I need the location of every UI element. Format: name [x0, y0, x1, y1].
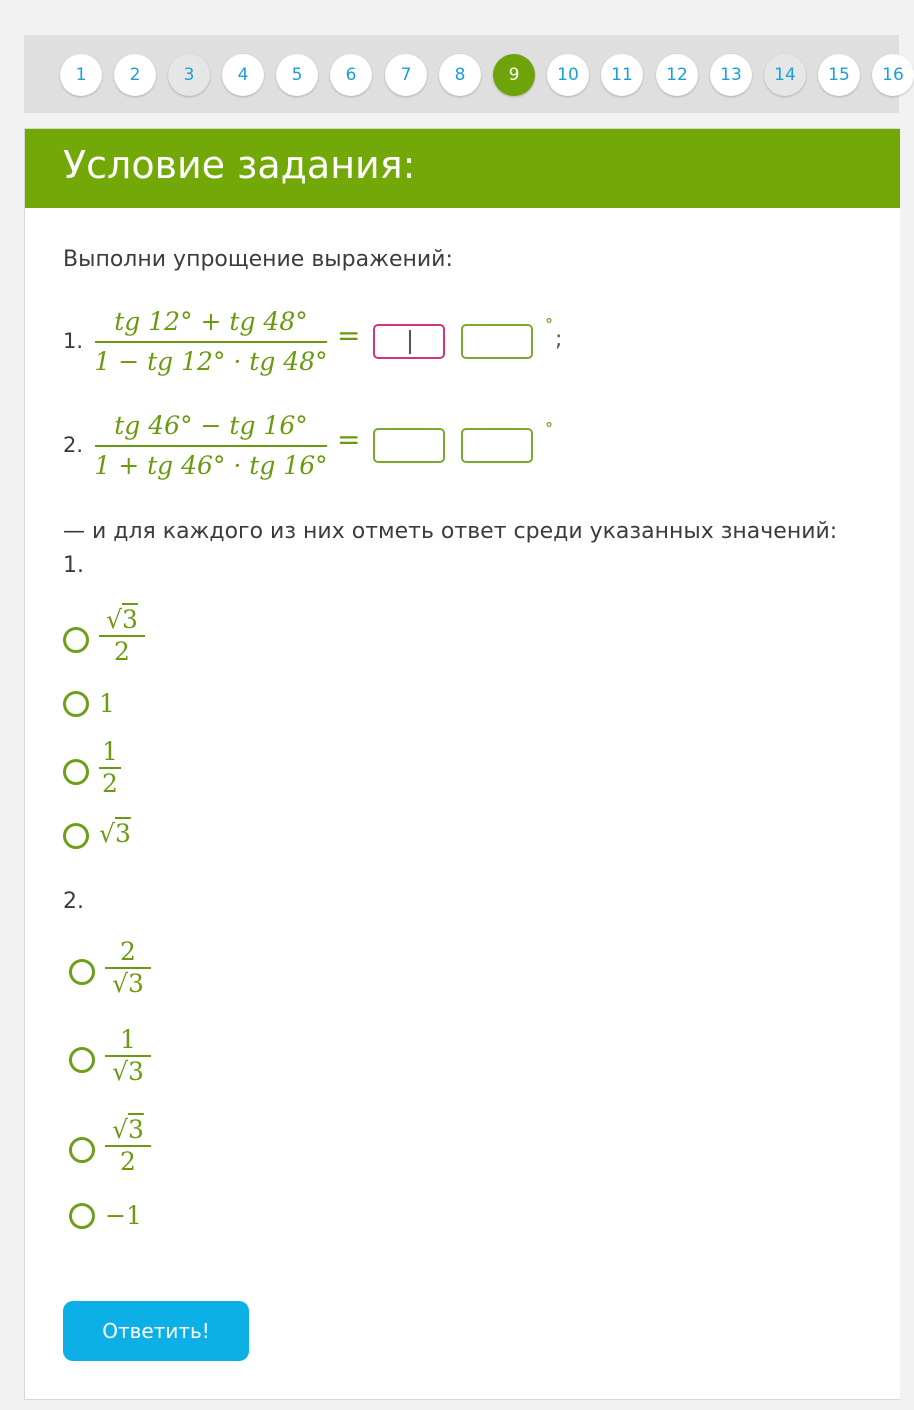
fraction — [93, 303, 329, 381]
option-value: 1 — [99, 689, 115, 718]
option-2-minus-one[interactable] — [69, 1201, 269, 1261]
option-1-sqrt3-over-2[interactable] — [63, 605, 263, 665]
group-1-label: 1. — [63, 553, 84, 578]
text-caret — [409, 330, 411, 354]
option-1-one-half[interactable] — [63, 735, 263, 798]
option-2-sqrt3-over-2[interactable] — [69, 1113, 269, 1176]
option-numerator: 1 — [102, 737, 118, 766]
nav-page-4[interactable]: 4 — [222, 54, 264, 96]
equals-sign: = — [337, 319, 361, 352]
answer-function-input-2[interactable] — [373, 428, 445, 463]
option-denominator: 2 — [114, 637, 130, 666]
expression-1 — [63, 303, 663, 383]
nav-page-8[interactable]: 8 — [439, 54, 481, 96]
task-card — [24, 128, 900, 1400]
radio-button[interactable] — [69, 1137, 95, 1163]
nav-page-14[interactable]: 14 — [764, 54, 806, 96]
degree-symbol: ° — [545, 315, 553, 334]
nav-page-7[interactable]: 7 — [385, 54, 427, 96]
option-value — [99, 605, 145, 667]
nav-page-3[interactable]: 3 — [168, 54, 210, 96]
option-numerator: 2 — [120, 937, 136, 966]
card-header — [25, 129, 900, 208]
answer-angle-input-2[interactable] — [461, 428, 533, 463]
nav-page-1[interactable]: 1 — [60, 54, 102, 96]
option-value — [105, 1025, 151, 1087]
option-value — [105, 1115, 151, 1177]
submit-button[interactable]: Ответить! — [63, 1301, 249, 1361]
option-value — [105, 937, 151, 999]
radio-button[interactable] — [69, 1203, 95, 1229]
nav-page-5[interactable]: 5 — [276, 54, 318, 96]
fraction-numerator: tg 12° + tg 48° — [114, 307, 308, 336]
expression-number: 2. — [63, 433, 84, 457]
nav-page-9-current[interactable]: 9 — [493, 54, 535, 96]
degree-symbol: ° — [545, 419, 553, 438]
expression-number: 1. — [63, 329, 84, 353]
radio-button[interactable] — [69, 959, 95, 985]
radio-button[interactable] — [63, 627, 89, 653]
nav-page-12[interactable]: 12 — [656, 54, 698, 96]
answer-function-input-1[interactable] — [373, 324, 445, 359]
option-denominator: √3 — [112, 1057, 144, 1086]
task-navigation — [24, 35, 904, 113]
nav-page-15[interactable]: 15 — [818, 54, 860, 96]
nav-page-10[interactable]: 10 — [547, 54, 589, 96]
nav-page-13[interactable]: 13 — [710, 54, 752, 96]
option-value — [99, 737, 121, 799]
option-2-2-over-sqrt3[interactable] — [69, 935, 269, 998]
equals-sign: = — [337, 423, 361, 456]
option-numerator: √3 — [106, 605, 138, 634]
nav-page-11[interactable]: 11 — [601, 54, 643, 96]
radio-button[interactable] — [63, 759, 89, 785]
option-value: −1 — [105, 1201, 142, 1230]
nav-page-2[interactable]: 2 — [114, 54, 156, 96]
option-denominator: 2 — [120, 1147, 136, 1176]
expression-2 — [63, 407, 663, 487]
group-2-label: 2. — [63, 889, 84, 914]
answer-angle-input-1[interactable] — [461, 324, 533, 359]
card-title: Условие задания: — [63, 143, 416, 187]
task-intro: Выполни упрощение выражений: — [63, 247, 453, 272]
separator: ; — [555, 327, 563, 352]
option-value: √3 — [99, 819, 131, 848]
option-1-sqrt3[interactable] — [63, 819, 263, 879]
nav-page-16[interactable]: 16 — [872, 54, 914, 96]
nav-page-6[interactable]: 6 — [330, 54, 372, 96]
option-denominator: √3 — [112, 969, 144, 998]
radio-button[interactable] — [69, 1047, 95, 1073]
option-denominator: 2 — [102, 769, 118, 798]
option-numerator: √3 — [112, 1115, 144, 1144]
fraction-denominator: 1 − tg 12° · tg 48° — [94, 347, 328, 376]
fraction-denominator: 1 + tg 46° · tg 16° — [94, 451, 328, 480]
instruction-text: — и для каждого из них отметь ответ среди указанных значений: — [63, 519, 838, 544]
option-numerator: 1 — [120, 1025, 136, 1054]
fraction-numerator: tg 46° − tg 16° — [114, 411, 308, 440]
radio-button[interactable] — [63, 691, 89, 717]
radio-button[interactable] — [63, 823, 89, 849]
fraction — [93, 407, 329, 485]
option-2-1-over-sqrt3[interactable] — [69, 1023, 269, 1086]
